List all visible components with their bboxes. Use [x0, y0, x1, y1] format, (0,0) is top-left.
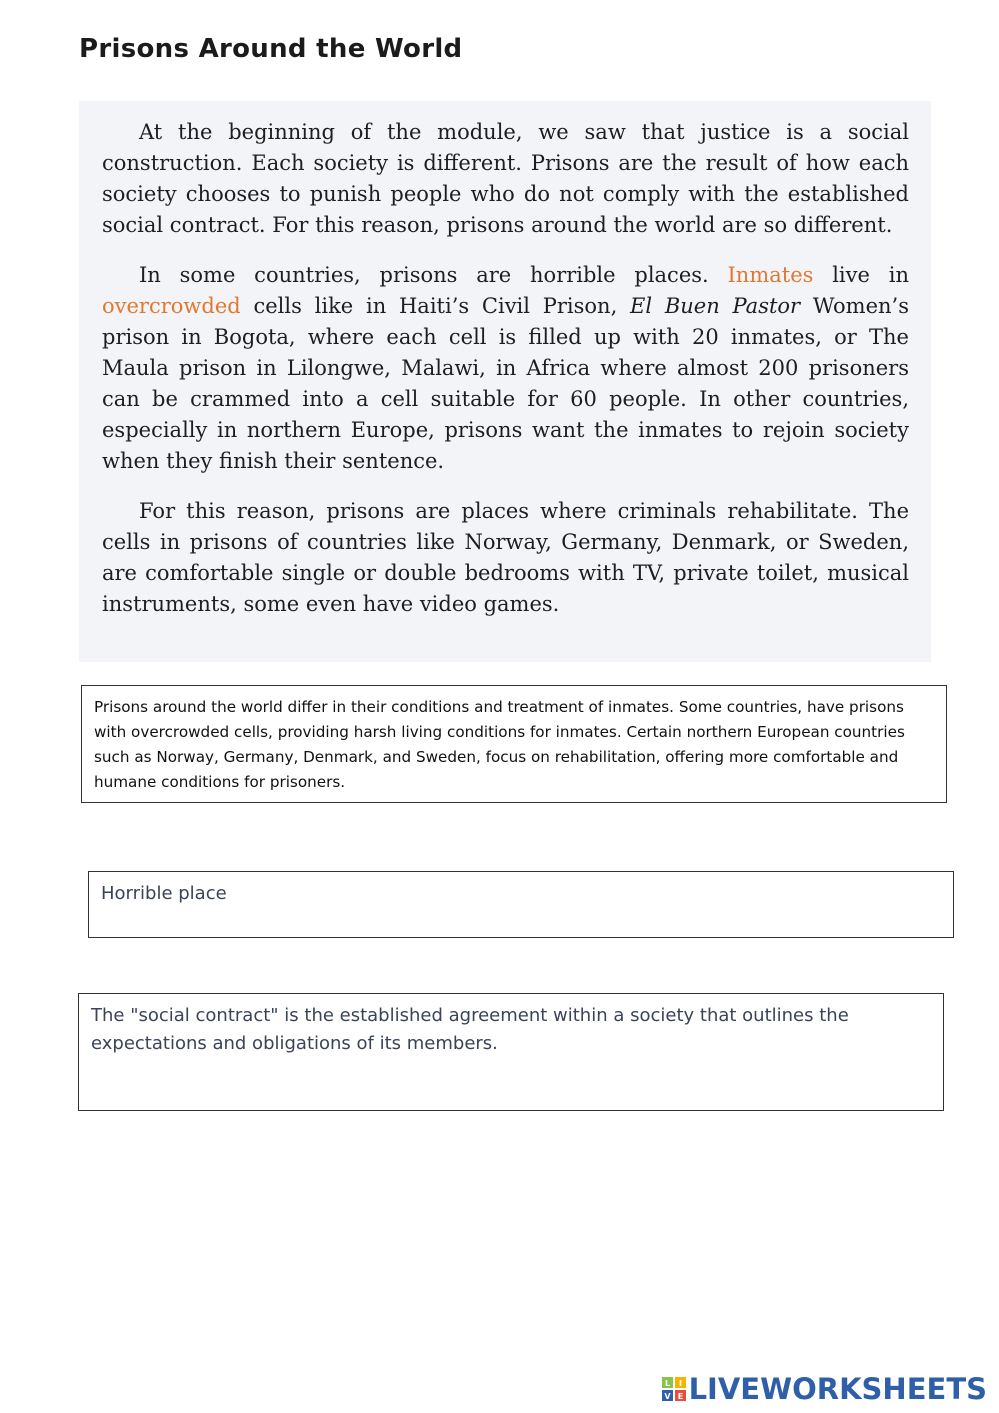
vocabulary-term-overcrowded: overcrowded: [102, 294, 241, 318]
liveworksheets-branding: [662, 1372, 987, 1406]
svg-text:L: L: [664, 1379, 670, 1388]
paragraph-2-text-c: cells like in Haiti’s Civil Prison,: [240, 294, 631, 318]
svg-text:I: I: [678, 1379, 682, 1388]
short-answer-text: Horrible place: [101, 883, 227, 904]
paragraph-2-text-b: live in: [813, 263, 909, 287]
svg-text:E: E: [677, 1392, 683, 1401]
summary-answer-text: Prisons around the world differ in their conditions and treatment of inmates. Some countries, have prisons with overcrowded cells, providing harsh living conditions for inmates. Certain northern European countries such as Norway, Germany, Denmark, and Sweden, focus on rehabilitation, offering more comfortable and humane conditions for prisoners.: [94, 698, 905, 791]
summary-answer-field[interactable]: [81, 685, 947, 803]
reading-paragraph-1: At the beginning of the module, we saw that justice is a social construction. Each society is different. Prisons are the result of how each society chooses to punish people who do not comply with the established social contract. For this reason, prisons around the world are so different.: [102, 120, 909, 237]
reading-passage: [79, 101, 931, 662]
reading-paragraph-2: [102, 260, 909, 477]
liveworksheets-brand-text: LIVEWORKSHEETS: [688, 1372, 987, 1406]
definition-answer-field[interactable]: [78, 993, 944, 1111]
svg-text:V: V: [663, 1392, 671, 1401]
liveworksheets-logo-icon: [662, 1377, 686, 1401]
prison-name: El Buen Pastor: [630, 294, 801, 318]
page-title: Prisons Around the World: [79, 34, 463, 64]
paragraph-2-text-a: In some countries, prisons are horrible places.: [139, 263, 728, 287]
short-answer-field[interactable]: [88, 871, 954, 938]
definition-answer-text: The "social contract" is the established agreement within a society that outlines the expectations and obligations of its members.: [91, 1005, 849, 1054]
vocabulary-term-inmates: Inmates: [727, 263, 814, 287]
reading-paragraph-3: For this reason, prisons are places where criminals rehabilitate. The cells in prisons of countries like Norway, Germany, Denmark, or Sweden, are comfortable single or double bedrooms with TV, private toilet, musical instruments, some even have video games.: [102, 499, 909, 616]
paragraph-2-text-d: Women’s prison in Bogota, where each cell is filled up with 20 inmates, or The Maula prison in Lilongwe, Malawi, in Africa where almost 200 prisoners can be crammed into a cell suitable for 60 people. In other countries, especially in northern Europe, prisons want the inmates to rejoin society when they finish their sentence.: [102, 294, 909, 473]
